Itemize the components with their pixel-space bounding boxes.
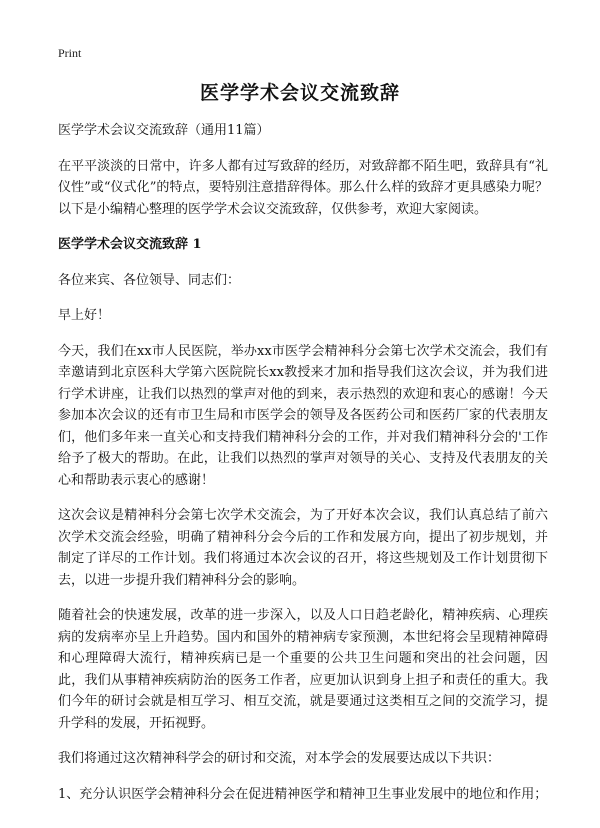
print-label[interactable]: Print bbox=[58, 46, 82, 60]
body-paragraph: 1、充分认识医学会精神科分会在促进精神医学和精神卫生事业发展中的地位和作用； bbox=[58, 786, 548, 802]
intro-paragraph: 在平平淡淡的日常中，许多人都有过写致辞的经历，对致辞都不陌生吧，致辞具有“礼仪性”或“仪式化”的特点，要特别注意措辞得体。那么什么样的致辞才更具感染力呢？以下是小编精心整理的医学学术会议交流致辞，仅供参考，欢迎大家阅读。 bbox=[58, 158, 548, 217]
greeting-paragraph: 早上好！ bbox=[58, 308, 111, 323]
body-paragraph: 今天，我们在xx市人民医院，举办xx市医学会精神科分会第七次学术交流会，我们有幸邀请到北京医科大学第六医院院长xx教授来才加和指导我们这次会议，并为我们进行学术讲座，让我们以热烈的掌声对他的到来，表示热烈的欢迎和衷心的感谢！今天参加本次会议的还有市卫生局和市医学会的领导及各医药公司和医药厂家的代表朋友们，他们多年来一直关心和支持我们精神科分会的工作，并对我们精神科分会的'工作给予了极大的帮助。在此，让我们以热烈的掌声对领导的关心、支持及代表朋友的关心和帮助表示衷心的感谢！ bbox=[58, 343, 548, 488]
body-paragraph: 这次会议是精神科分会第七次学术交流会，为了开好本次会议，我们认真总结了前六次学术交流会经验，明确了精神科分会今后的工作和发展方向，提出了初步规划，并制定了详尽的工作计划。我们将通过本次会议的召开，将这些规划及工作计划贯彻下去，以进一步提升我们精神科分会的影响。 bbox=[58, 508, 548, 588]
document-body bbox=[58, 120, 548, 819]
salutation-paragraph: 各位来宾、各位领导、同志们： bbox=[58, 272, 241, 288]
section-heading: 医学学术会议交流致辞 1 bbox=[58, 237, 202, 252]
document-subtitle: 医学学术会议交流致辞（通用11篇） bbox=[58, 123, 270, 138]
page-title: 医学学术会议交流致辞 bbox=[199, 82, 400, 104]
body-paragraph: 我们将通过这次精神科学会的研讨和交流，对本学会的发展要达成以下共识： bbox=[58, 751, 501, 766]
body-paragraph: 随着社会的快速发展，改革的进一步深入，以及人口日趋老龄化，精神疾病、心理疾病的发病率亦呈上升趋势。国内和国外的精神病专家预测，本世纪将会呈现精神障碍和心理障碍大流行，精神疾病已是一个重要的公共卫生问题和突出的社会问题，因此，我们从事精神疾病防治的医务工作者，应更加认识到身上担子和责任的重大。我们今年的研讨会就是相互学习、相互交流，就是要通过这类相互之间的交流学习，提升学科的发展，开拓视野。 bbox=[58, 608, 548, 731]
